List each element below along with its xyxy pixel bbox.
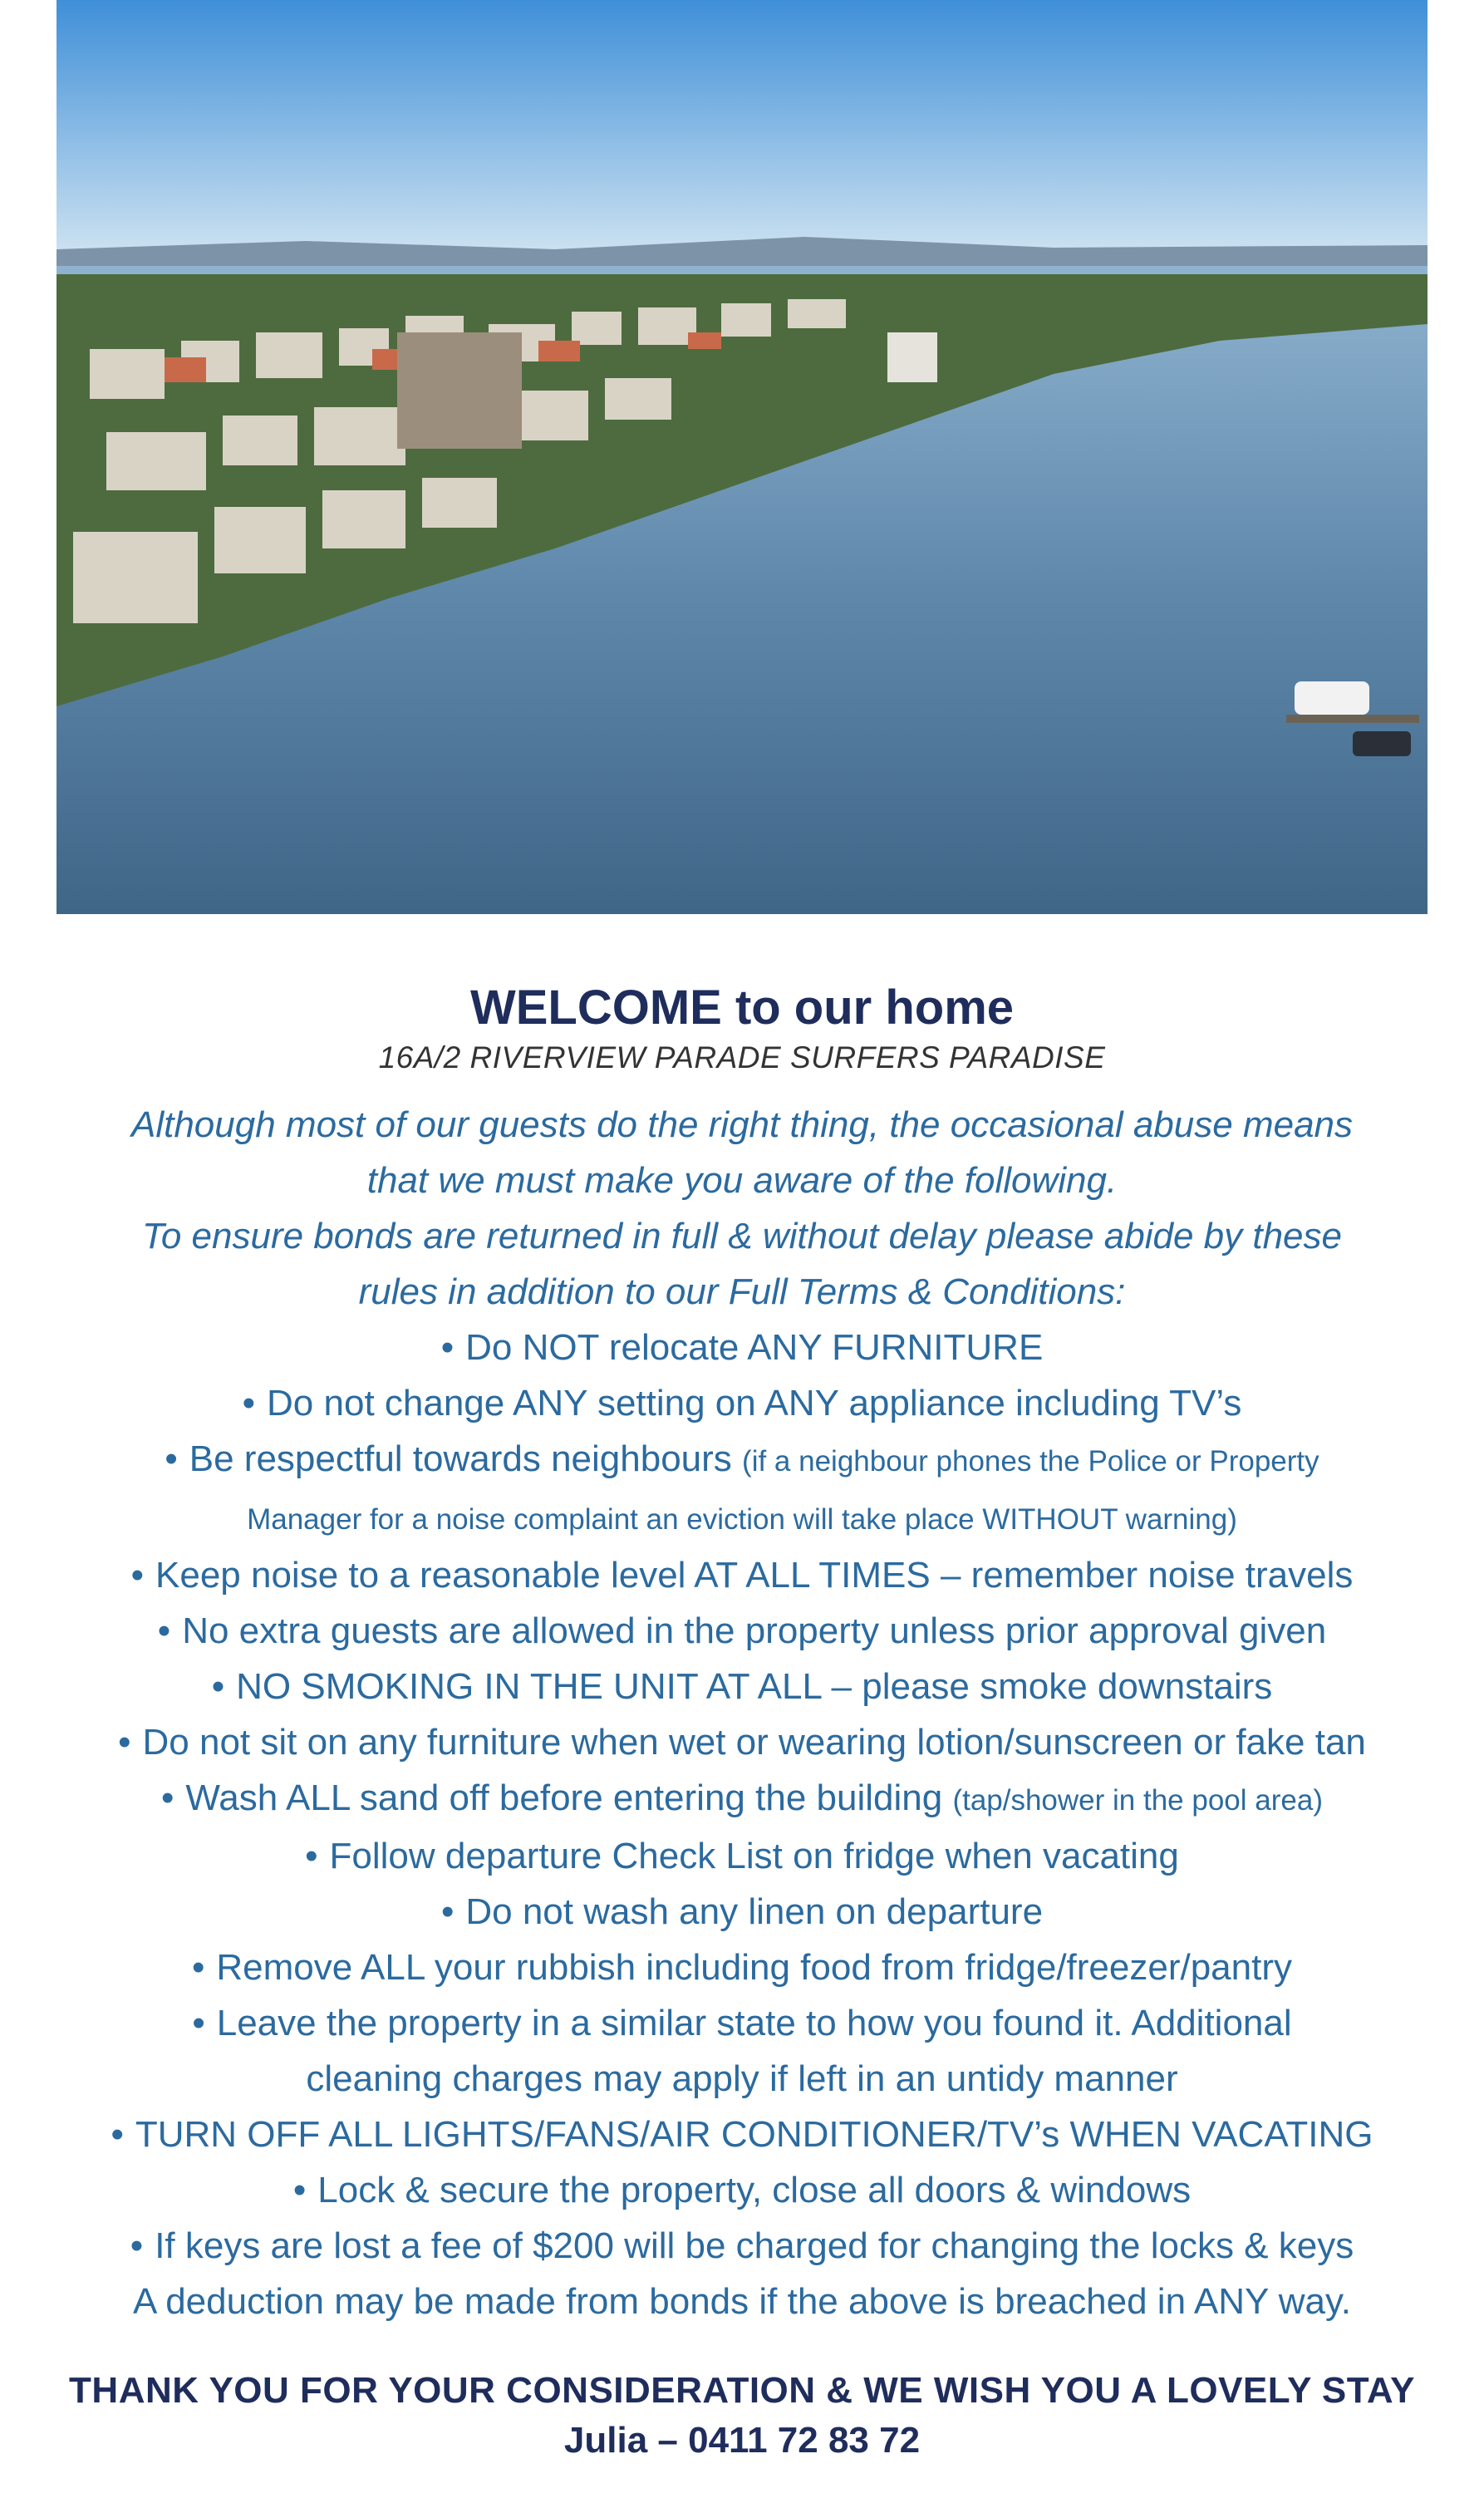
rule-text: NO SMOKING IN THE UNIT AT ALL – please smoke downstairs [236, 1666, 1273, 1707]
rule-text: Do not change ANY setting on ANY appliance including TV’s [267, 1383, 1242, 1424]
bullet-icon: • [242, 1383, 256, 1424]
intro-line: that we must make you aware of the following. [366, 1160, 1118, 1201]
rule-text: Follow departure Check List on fridge when vacating [329, 1836, 1179, 1876]
closing-statement: A deduction may be made from bonds if the above is breached in ANY way. [133, 2281, 1351, 2322]
rule-item [0, 1547, 1484, 1603]
rule-note: (tap/shower in the pool area) [952, 1784, 1323, 1817]
rule-item [0, 1940, 1484, 1995]
rules-document [0, 979, 1484, 2466]
rule-text: Do NOT relocate ANY FURNITURE [465, 1327, 1044, 1368]
rule-text: Keep noise to a reasonable level AT ALL TIMES – remember noise travels [155, 1555, 1354, 1596]
bullet-icon: • [192, 2003, 205, 2043]
rule-item [0, 1714, 1484, 1770]
rule-item [0, 1320, 1484, 1375]
intro-line: rules in addition to our Full Terms & Conditions: [358, 1271, 1126, 1312]
bullet-icon: • [118, 1722, 131, 1763]
rule-text: TURN OFF ALL LIGHTS/FANS/AIR CONDITIONER/TV’s WHEN VACATING [135, 2114, 1373, 2155]
rule-item [0, 1884, 1484, 1940]
rule-text: Be respectful towards neighbours [189, 1438, 732, 1479]
rule-item [0, 1770, 1484, 1828]
bullet-icon: • [440, 1891, 455, 1932]
riverfront-aerial-photo [57, 0, 1427, 914]
rule-item [0, 2162, 1484, 2218]
rule-item [0, 2107, 1484, 2162]
rule-item [0, 1828, 1484, 1884]
property-address: 16A/2 RIVERVIEW PARADE SURFERS PARADISE [378, 1040, 1106, 1074]
rule-text: Leave the property in a similar state to how you found it. Additional [216, 2003, 1292, 2043]
bullet-icon: • [165, 1438, 178, 1479]
intro-line: Although most of our guests do the right thing, the occasional abuse means [130, 1104, 1354, 1145]
bullet-icon: • [305, 1836, 318, 1876]
bullet-icon: • [440, 1327, 455, 1368]
bullet-icon: • [130, 1555, 144, 1596]
intro-line: To ensure bonds are returned in full & without delay please abide by these [142, 1216, 1342, 1256]
rule-text: Remove ALL your rubbish including food from fridge/freezer/pantry [216, 1947, 1292, 1988]
rule-item [0, 1603, 1484, 1659]
intro-text [0, 1097, 1484, 1320]
bullet-icon: • [292, 2170, 307, 2210]
rule-text: No extra guests are allowed in the property unless prior approval given [182, 1610, 1327, 1651]
rule-text: Do not wash any linen on departure [465, 1891, 1044, 1932]
bullet-icon: • [130, 2225, 144, 2266]
contact-info: Julia – 0411 72 83 72 [563, 2420, 921, 2461]
rule-item [0, 1659, 1484, 1714]
bullet-icon: • [111, 2114, 124, 2155]
rule-continuation [0, 2051, 1484, 2107]
welcome-title: WELCOME to our home [469, 981, 1015, 1035]
bullet-icon: • [191, 1947, 205, 1988]
rules-list [0, 1320, 1484, 2274]
thank-you-message: THANK YOU FOR YOUR CONSIDERATION & WE WISH YOU A LOVELY STAY [69, 2370, 1415, 2411]
bullet-icon: • [161, 1778, 174, 1818]
rule-item [0, 1995, 1484, 2051]
rule-note: Manager for a noise complaint an eviction will take place WITHOUT warning) [247, 1503, 1237, 1536]
rule-continuation [0, 1489, 1484, 1547]
bullet-icon: • [211, 1666, 225, 1707]
rule-text: Wash ALL sand off before entering the building [185, 1778, 943, 1818]
rule-note: (if a neighbour phones the Police or Property [742, 1445, 1319, 1478]
rule-item [0, 1375, 1484, 1431]
rule-text: Lock & secure the property, close all doors & windows [317, 2170, 1192, 2210]
rule-item [0, 2218, 1484, 2274]
bullet-icon: • [157, 1610, 171, 1651]
photo-illustration [57, 0, 1427, 914]
rule-text: If keys are lost a fee of $200 will be charged for changing the locks & keys [155, 2225, 1354, 2266]
rule-text: Do not sit on any furniture when wet or wearing lotion/sunscreen or fake tan [142, 1722, 1366, 1763]
rule-item [0, 1431, 1484, 1489]
rule-text: cleaning charges may apply if left in an untidy manner [306, 2058, 1178, 2099]
